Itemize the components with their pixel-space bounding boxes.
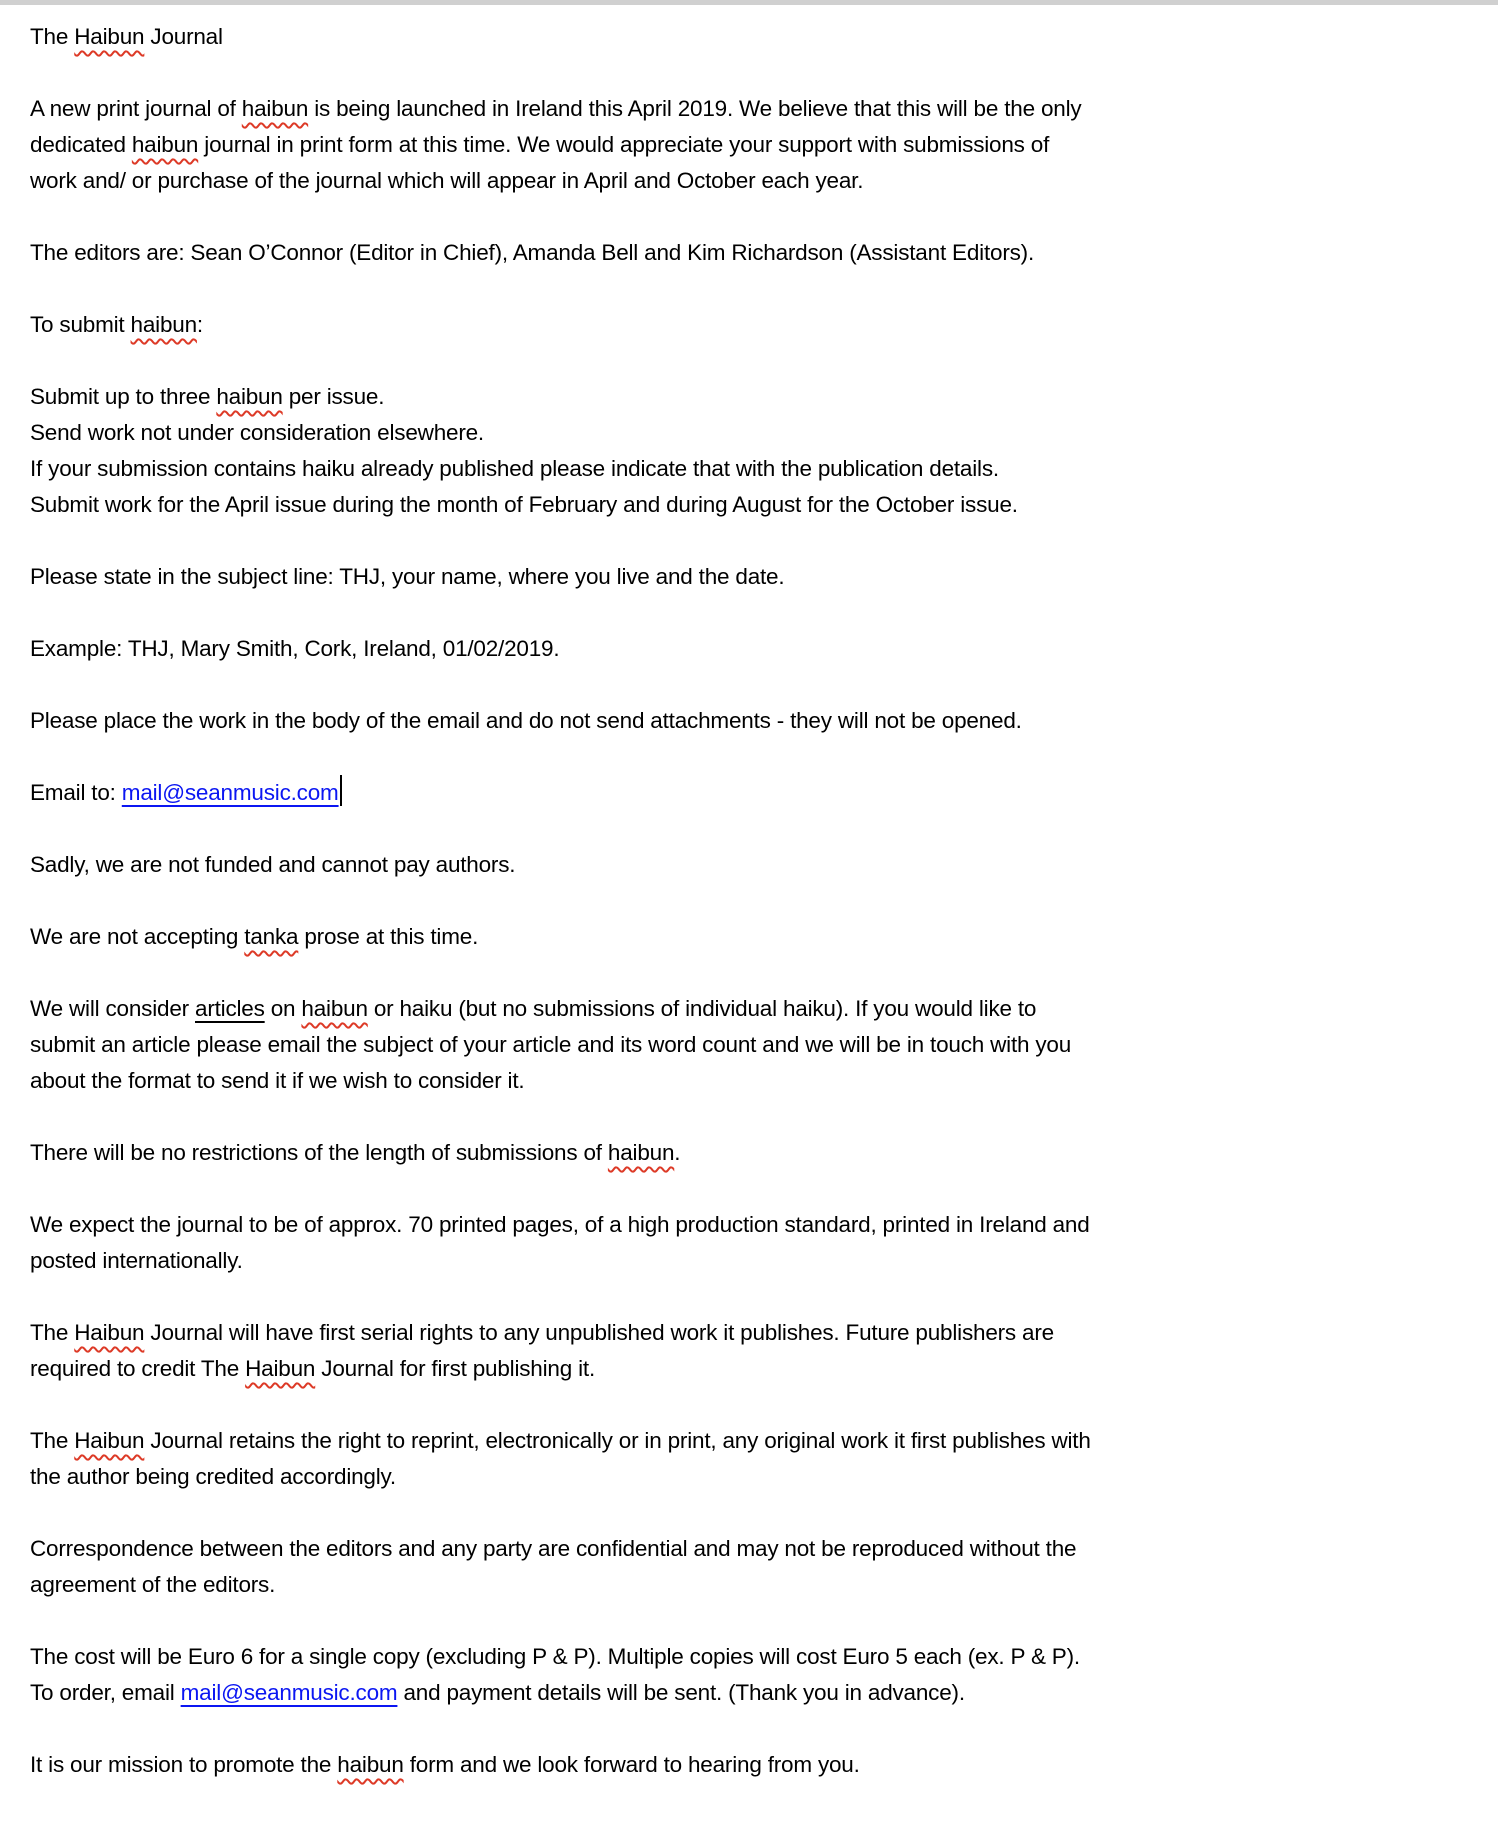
- paragraph: [30, 703, 1468, 739]
- misspelled-word: haibun: [241, 96, 309, 121]
- misspelled-word: haibun: [131, 132, 199, 157]
- text-run: There will be no restrictions of the length of submissions of: [30, 1140, 608, 1165]
- document-body: [30, 19, 1468, 1783]
- text-run: Correspondence between the editors and any party are confidential and may not be reproduced without the: [30, 1536, 1077, 1561]
- text-line: [30, 1639, 1468, 1675]
- misspelled-word: Haibun: [74, 1428, 145, 1453]
- text-run: The editors are: Sean O’Connor (Editor in Chief), Amanda Bell and Kim Richardson (Assistant Editors).: [30, 240, 1035, 265]
- text-line: [30, 1207, 1468, 1243]
- text-run: on: [264, 996, 302, 1021]
- text-run: We expect the journal to be of approx. 70 printed pages, of a high production standard, printed in Ireland and: [30, 1212, 1090, 1237]
- text-run: Journal will have first serial rights to any unpublished work it publishes. Future publishers are: [144, 1320, 1054, 1345]
- misspelled-word: Haibun: [74, 24, 145, 49]
- text-cursor: [340, 775, 342, 806]
- text-run: work and/ or purchase of the journal which will appear in April and October each year.: [30, 168, 864, 193]
- text-run: submit an article please email the subject of your article and its word count and we will be in touch with you: [30, 1032, 1072, 1057]
- text-line: [30, 1027, 1468, 1063]
- text-run: .: [674, 1140, 681, 1165]
- text-run: To order, email: [30, 1680, 181, 1705]
- paragraph: [30, 919, 1468, 955]
- paragraph: [30, 1315, 1468, 1387]
- email-link[interactable]: mail@seanmusic.com: [121, 780, 339, 805]
- text-run: Send work not under consideration elsewhere.: [30, 420, 484, 445]
- paragraph: [30, 307, 1468, 343]
- text-run: Journal retains the right to reprint, electronically or in print, any original work it first publishes with: [144, 1428, 1091, 1453]
- paragraph: [30, 559, 1468, 595]
- text-run: We will consider: [30, 996, 195, 1021]
- text-line: [30, 559, 1468, 595]
- text-line: [30, 451, 1468, 487]
- text-run: prose at this time.: [298, 924, 479, 949]
- text-run: form and we look forward to hearing from you.: [403, 1752, 860, 1777]
- text-run: required to credit The: [30, 1356, 246, 1381]
- text-line: [30, 847, 1468, 883]
- text-line: [30, 307, 1468, 343]
- text-line: [30, 415, 1468, 451]
- misspelled-word: haibun: [337, 1752, 404, 1777]
- text-line: [30, 1063, 1468, 1099]
- text-run: Submit up to three: [30, 384, 217, 409]
- document-page: [0, 5, 1498, 1783]
- paragraph: [30, 379, 1468, 523]
- text-line: [30, 775, 1468, 811]
- text-run: We are not accepting: [30, 924, 245, 949]
- text-run: Journal for first publishing it.: [315, 1356, 595, 1381]
- text-line: [30, 1351, 1468, 1387]
- text-run: The cost will be Euro 6 for a single copy (excluding P & P). Multiple copies will cost Euro 5 each (ex. P & P).: [30, 1644, 1080, 1669]
- text-line: [30, 379, 1468, 415]
- paragraph: [30, 991, 1468, 1099]
- text-line: [30, 1567, 1468, 1603]
- text-run: To submit: [30, 312, 131, 337]
- text-run: and payment details will be sent. (Thank you in advance).: [397, 1680, 965, 1705]
- misspelled-word: haibun: [216, 384, 283, 409]
- paragraph: [30, 1531, 1468, 1603]
- paragraph: [30, 847, 1468, 883]
- text-line: [30, 235, 1468, 271]
- paragraph: [30, 235, 1468, 271]
- text-run: is being launched in Ireland this April 2019. We believe that this will be the only: [308, 96, 1082, 121]
- paragraph: [30, 19, 1468, 55]
- text-run: per issue.: [282, 384, 385, 409]
- text-line: [30, 91, 1468, 127]
- misspelled-word: Haibun: [74, 1320, 145, 1345]
- text-line: [30, 1423, 1468, 1459]
- text-run: Please state in the subject line: THJ, your name, where you live and the date.: [30, 564, 785, 589]
- paragraph: [30, 631, 1468, 667]
- paragraph: [30, 1639, 1468, 1711]
- text-line: [30, 991, 1468, 1027]
- text-line: [30, 1675, 1468, 1711]
- text-line: [30, 1531, 1468, 1567]
- text-run: the author being credited accordingly.: [30, 1464, 396, 1489]
- text-run: If your submission contains haiku already published please indicate that with the publication details.: [30, 456, 999, 481]
- misspelled-word: Haibun: [245, 1356, 316, 1381]
- text-line: [30, 631, 1468, 667]
- text-line: [30, 1459, 1468, 1495]
- misspelled-word: haibun: [301, 996, 368, 1021]
- text-run: Journal: [144, 24, 223, 49]
- text-run: posted internationally.: [30, 1248, 243, 1273]
- text-line: [30, 1135, 1468, 1171]
- misspelled-word: haibun: [607, 1140, 675, 1165]
- text-run: It is our mission to promote the: [30, 1752, 338, 1777]
- text-line: [30, 1315, 1468, 1351]
- text-line: [30, 919, 1468, 955]
- text-line: [30, 163, 1468, 199]
- text-run: :: [196, 312, 203, 337]
- text-run: The: [30, 24, 75, 49]
- paragraph: [30, 775, 1468, 811]
- text-run: dedicated: [30, 132, 132, 157]
- text-run: Email to:: [30, 780, 122, 805]
- text-run: A new print journal of: [30, 96, 242, 121]
- text-run: The: [30, 1320, 75, 1345]
- underlined-word: articles: [195, 996, 265, 1021]
- email-link[interactable]: mail@seanmusic.com: [180, 1680, 398, 1705]
- text-run: about the format to send it if we wish to consider it.: [30, 1068, 525, 1093]
- text-run: Please place the work in the body of the email and do not send attachments - they will not be opened.: [30, 708, 1022, 733]
- text-run: Example: THJ, Mary Smith, Cork, Ireland, 01/02/2019.: [30, 636, 560, 661]
- text-line: [30, 1747, 1468, 1783]
- text-line: [30, 487, 1468, 523]
- text-run: or haiku (but no submissions of individual haiku). If you would like to: [367, 996, 1037, 1021]
- text-run: journal in print form at this time. We would appreciate your support with submissions of: [198, 132, 1050, 157]
- text-run: Sadly, we are not funded and cannot pay authors.: [30, 852, 516, 877]
- paragraph: [30, 91, 1468, 199]
- misspelled-word: tanka: [244, 924, 299, 949]
- text-line: [30, 127, 1468, 163]
- paragraph: [30, 1135, 1468, 1171]
- text-line: [30, 1243, 1468, 1279]
- text-run: agreement of the editors.: [30, 1572, 276, 1597]
- text-run: The: [30, 1428, 75, 1453]
- misspelled-word: haibun: [130, 312, 197, 337]
- text-line: [30, 19, 1468, 55]
- paragraph: [30, 1207, 1468, 1279]
- text-run: Submit work for the April issue during the month of February and during August for the October issue.: [30, 492, 1018, 517]
- paragraph: [30, 1747, 1468, 1783]
- text-line: [30, 703, 1468, 739]
- paragraph: [30, 1423, 1468, 1495]
